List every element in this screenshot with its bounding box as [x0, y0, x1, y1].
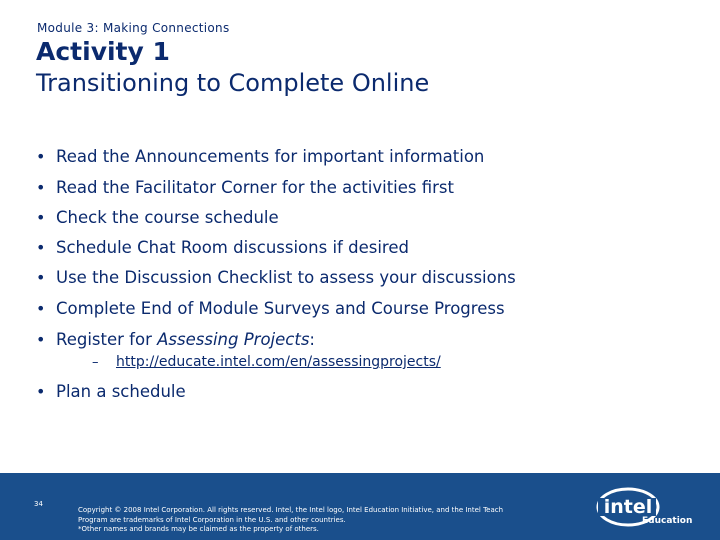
copyright-line: Copyright © 2008 Intel Corporation. All rights reserved. Intel, the Intel logo, Intel Education Initiative, and the Intel Teach: [78, 506, 504, 514]
bullet-text: Schedule Chat Room discussions if desired: [56, 237, 409, 257]
bullet-item: [36, 376, 696, 406]
dash-glyph: –: [92, 354, 99, 370]
module-label: Module 3: Making Connections: [37, 21, 230, 35]
bullet-item: [36, 262, 696, 292]
bullet-glyph: •: [36, 267, 46, 287]
bullet-text: Read the Announcements for important information: [56, 146, 485, 166]
page-number: 34: [34, 500, 43, 508]
page-subtitle: Transitioning to Complete Online: [36, 69, 430, 97]
logo-text: intel: [603, 496, 653, 518]
copyright-line: Program are trademarks of Intel Corporation in the U.S. and other countries.: [78, 515, 346, 524]
bullet-glyph: •: [36, 177, 46, 197]
bullet-item: [36, 324, 696, 354]
bullet-item: [36, 172, 696, 202]
bullet-glyph: •: [36, 329, 46, 349]
bullet-item: [36, 232, 696, 262]
bullet-text: Plan a schedule: [56, 381, 186, 401]
bullet-glyph: •: [36, 298, 46, 318]
copyright-notice: [78, 506, 588, 535]
bullet-text: Complete End of Module Surveys and Course Progress: [56, 298, 505, 318]
page-title: Activity 1: [36, 37, 170, 66]
bullet-text: Use the Discussion Checklist to assess your discussions: [56, 267, 516, 287]
intel-logo: [590, 480, 693, 536]
bullet-item: [36, 141, 696, 171]
bullet-text-italic: Assessing Projects: [157, 329, 310, 349]
bullet-text-suffix: :: [309, 329, 315, 349]
bullet-glyph: •: [36, 207, 46, 227]
footer-bar: [0, 473, 720, 540]
bullet-glyph: •: [36, 237, 46, 257]
sub-bullet-item: [92, 351, 712, 373]
copyright-line: *Other names and brands may be claimed as the property of others.: [78, 525, 319, 533]
bullet-item: [36, 202, 696, 232]
bullet-glyph: •: [36, 381, 46, 401]
bullet-item: [36, 293, 696, 323]
logo-subtext: Education: [642, 516, 693, 526]
assessing-projects-link[interactable]: http://educate.intel.com/en/assessingprojects/: [116, 354, 441, 370]
bullet-glyph: •: [36, 146, 46, 166]
bullet-text: Check the course schedule: [56, 207, 279, 227]
bullet-text-prefix: Register for: [56, 329, 158, 349]
bullet-text: Read the Facilitator Corner for the activities first: [56, 177, 454, 197]
bullet-text: [56, 330, 315, 349]
